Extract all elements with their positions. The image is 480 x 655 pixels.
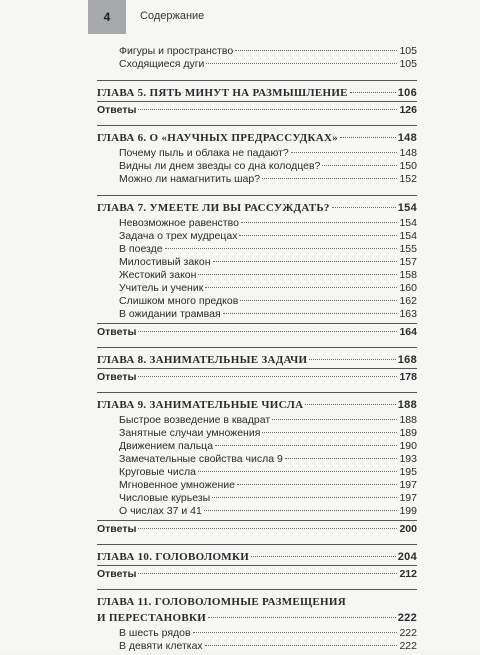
answers-entry-page: 126 bbox=[399, 104, 417, 116]
toc-entry-page: 199 bbox=[399, 505, 417, 517]
chapter-heading-label: И ПЕРЕСТАНОВКИ bbox=[97, 612, 207, 624]
toc-entry bbox=[97, 440, 417, 453]
table-of-contents bbox=[97, 44, 417, 655]
toc-entry bbox=[97, 640, 417, 653]
toc-entry-label: Занятные случаи умножения bbox=[119, 427, 261, 439]
toc-entry-page: 222 bbox=[399, 640, 417, 652]
toc-entries bbox=[97, 44, 417, 73]
chapter-heading-page: 222 bbox=[397, 612, 417, 624]
toc-entries bbox=[97, 216, 417, 323]
chapter-heading bbox=[97, 352, 417, 368]
toc-entry-page: 189 bbox=[399, 427, 417, 439]
toc-entry-page: 190 bbox=[399, 440, 417, 452]
toc-entry bbox=[97, 160, 417, 173]
toc-entry bbox=[97, 58, 417, 71]
dot-leader bbox=[212, 497, 397, 498]
answers-entry bbox=[97, 101, 417, 118]
dot-leader bbox=[204, 510, 398, 511]
toc-entry-page: 154 bbox=[399, 217, 417, 229]
answers-entry-page: 212 bbox=[399, 568, 417, 580]
toc-entry-label: В девяти клетках bbox=[119, 640, 203, 652]
running-title: Содержание bbox=[140, 10, 205, 22]
chapter-heading bbox=[97, 397, 417, 413]
toc-entry bbox=[97, 453, 417, 466]
dot-leader bbox=[237, 484, 398, 485]
toc-entry-label: Мгновенное умножение bbox=[119, 479, 235, 491]
toc-entry-label: В ожидании трамвая bbox=[119, 308, 221, 320]
dot-leader bbox=[138, 528, 397, 529]
toc-chapter bbox=[97, 195, 417, 340]
dot-leader bbox=[208, 617, 396, 618]
toc-entry bbox=[97, 147, 417, 160]
chapter-heading bbox=[97, 549, 417, 565]
toc-entry-label: Можно ли намагнитить шар? bbox=[119, 173, 261, 185]
dot-leader bbox=[309, 359, 395, 360]
dot-leader bbox=[251, 556, 396, 557]
toc-entry-page: 154 bbox=[399, 230, 417, 242]
dot-leader bbox=[193, 632, 398, 633]
dot-leader bbox=[198, 274, 397, 275]
toc-entry-page: 197 bbox=[399, 492, 417, 504]
chapter-heading-page: 106 bbox=[397, 87, 417, 99]
answers-entry-page: 164 bbox=[399, 326, 417, 338]
dot-leader bbox=[138, 331, 397, 332]
toc-entries bbox=[97, 146, 417, 188]
toc-entry bbox=[97, 230, 417, 243]
answers-entry-label: Ответы bbox=[97, 104, 137, 116]
chapter-heading-page: 154 bbox=[397, 202, 417, 214]
answers-entry-label: Ответы bbox=[97, 568, 137, 580]
toc-entry-page: 105 bbox=[399, 58, 417, 70]
toc-entry-label: Учитель и ученик bbox=[119, 282, 204, 294]
dot-leader bbox=[206, 63, 397, 64]
dot-leader bbox=[205, 645, 398, 646]
dot-leader bbox=[215, 445, 397, 446]
dot-leader bbox=[340, 137, 396, 138]
toc-chapter bbox=[97, 80, 417, 118]
chapter-heading-page: 188 bbox=[397, 399, 417, 411]
page-number: 4 bbox=[88, 0, 126, 34]
dot-leader bbox=[262, 432, 397, 433]
dot-leader bbox=[223, 313, 398, 314]
dot-leader bbox=[285, 458, 398, 459]
toc-entry-page: 148 bbox=[399, 147, 417, 159]
dot-leader bbox=[291, 152, 398, 153]
chapter-heading bbox=[97, 85, 417, 101]
toc-chapter bbox=[97, 544, 417, 582]
dot-leader bbox=[240, 300, 397, 301]
toc-entry bbox=[97, 256, 417, 269]
answers-entry-label: Ответы bbox=[97, 523, 137, 535]
page-header bbox=[88, 0, 428, 34]
answers-entry bbox=[97, 565, 417, 582]
toc-entry-label: Видны ли днем звезды со дна колодцев? bbox=[119, 160, 321, 172]
toc-entry-label: Почему пыль и облака не падают? bbox=[119, 147, 289, 159]
dot-leader bbox=[138, 109, 397, 110]
chapter-heading-label: ГЛАВА 9. ЗАНИМАТЕЛЬНЫЕ ЧИСЛА bbox=[97, 399, 304, 411]
dot-leader bbox=[198, 471, 398, 472]
chapter-heading-label: ГЛАВА 8. ЗАНИМАТЕЛЬНЫЕ ЗАДАЧИ bbox=[97, 354, 308, 366]
dot-leader bbox=[272, 419, 397, 420]
answers-entry bbox=[97, 323, 417, 340]
toc-entry-label: О числах 37 и 41 bbox=[119, 505, 202, 517]
toc-entry bbox=[97, 295, 417, 308]
dot-leader bbox=[205, 287, 397, 288]
toc-entry-page: 160 bbox=[399, 282, 417, 294]
toc-entry bbox=[97, 427, 417, 440]
toc-entry bbox=[97, 45, 417, 58]
dot-leader bbox=[350, 92, 396, 93]
answers-entry-page: 178 bbox=[399, 371, 417, 383]
toc-entry-label: Невозможное равенство bbox=[119, 217, 239, 229]
toc-entry-label: В поезде bbox=[119, 243, 163, 255]
dot-leader bbox=[332, 207, 396, 208]
toc-chapter bbox=[97, 347, 417, 385]
toc-entry-page: 195 bbox=[399, 466, 417, 478]
toc-entry-page: 197 bbox=[399, 479, 417, 491]
toc-entries bbox=[97, 413, 417, 520]
dot-leader bbox=[262, 178, 397, 179]
toc-entry bbox=[97, 282, 417, 295]
toc-chapter bbox=[97, 44, 417, 73]
chapter-heading bbox=[97, 200, 417, 216]
chapter-heading-label: ГЛАВА 11. ГОЛОВОЛОМНЫЕ РАЗМЕЩЕНИЯ bbox=[97, 596, 346, 608]
toc-entry-label: В шесть рядов bbox=[119, 627, 191, 639]
toc-entry-label: Замечательные свойства числа 9 bbox=[119, 453, 283, 465]
dot-leader bbox=[235, 50, 397, 51]
toc-entry-label: Милостивый закон bbox=[119, 256, 211, 268]
toc-entries bbox=[97, 626, 417, 655]
dot-leader bbox=[165, 248, 398, 249]
chapter-heading-label: ГЛАВА 6. О «НАУЧНЫХ ПРЕДРАССУДКАХ» bbox=[97, 132, 339, 144]
toc-chapter bbox=[97, 125, 417, 188]
toc-entry bbox=[97, 505, 417, 518]
toc-entry-page: 158 bbox=[399, 269, 417, 281]
toc-entry-page: 162 bbox=[399, 295, 417, 307]
dot-leader bbox=[239, 235, 397, 236]
dot-leader bbox=[138, 573, 397, 574]
toc-entry bbox=[97, 269, 417, 282]
toc-entry-label: Круговые числа bbox=[119, 466, 196, 478]
chapter-heading bbox=[97, 594, 417, 610]
toc-entry-label: Жестокий закон bbox=[119, 269, 197, 281]
toc-entry-page: 152 bbox=[399, 173, 417, 185]
chapter-heading-label: ГЛАВА 7. УМЕЕТЕ ЛИ ВЫ РАССУЖДАТЬ? bbox=[97, 202, 330, 214]
toc-entry-label: Сходящиеся дуги bbox=[119, 58, 205, 70]
dot-leader bbox=[322, 165, 397, 166]
toc-entry-page: 155 bbox=[399, 243, 417, 255]
answers-entry bbox=[97, 520, 417, 537]
toc-entry-page: 193 bbox=[399, 453, 417, 465]
chapter-heading-page: 148 bbox=[397, 132, 417, 144]
dot-leader bbox=[305, 404, 395, 405]
chapter-heading-label: ГЛАВА 5. ПЯТЬ МИНУТ НА РАЗМЫШЛЕНИЕ bbox=[97, 87, 348, 99]
toc-entry-page: 188 bbox=[399, 414, 417, 426]
chapter-heading-label: ГЛАВА 10. ГОЛОВОЛОМКИ bbox=[97, 551, 250, 563]
toc-entry-page: 105 bbox=[399, 45, 417, 57]
answers-entry-page: 200 bbox=[399, 523, 417, 535]
toc-entry-label: Числовые курьезы bbox=[119, 492, 211, 504]
toc-entry bbox=[97, 492, 417, 505]
toc-entry-label: Фигуры и пространство bbox=[119, 45, 234, 57]
chapter-heading-page: 168 bbox=[397, 354, 417, 366]
answers-entry-label: Ответы bbox=[97, 371, 137, 383]
toc-entry-label: Задача о трех мудрецах bbox=[119, 230, 238, 242]
toc-entry bbox=[97, 627, 417, 640]
toc-entry bbox=[97, 217, 417, 230]
answers-entry-label: Ответы bbox=[97, 326, 137, 338]
toc-entry bbox=[97, 173, 417, 186]
toc-entry-label: Движением пальца bbox=[119, 440, 214, 452]
toc-entry bbox=[97, 308, 417, 321]
toc-entry bbox=[97, 466, 417, 479]
toc-chapter bbox=[97, 589, 417, 655]
toc-entry-label: Быстрое возведение в квадрат bbox=[119, 414, 271, 426]
chapter-heading-page: 204 bbox=[397, 551, 417, 563]
toc-entry-page: 157 bbox=[399, 256, 417, 268]
toc-entry-page: 150 bbox=[399, 160, 417, 172]
dot-leader bbox=[241, 222, 398, 223]
chapter-heading bbox=[97, 610, 417, 626]
toc-entry-page: 222 bbox=[399, 627, 417, 639]
toc-entry bbox=[97, 479, 417, 492]
toc-entry-page: 163 bbox=[399, 308, 417, 320]
toc-entry-label: Слишком много предков bbox=[119, 295, 239, 307]
toc-entry bbox=[97, 243, 417, 256]
dot-leader bbox=[213, 261, 398, 262]
dot-leader bbox=[138, 376, 397, 377]
toc-entry bbox=[97, 414, 417, 427]
chapter-heading bbox=[97, 130, 417, 146]
answers-entry bbox=[97, 368, 417, 385]
toc-chapter bbox=[97, 392, 417, 537]
